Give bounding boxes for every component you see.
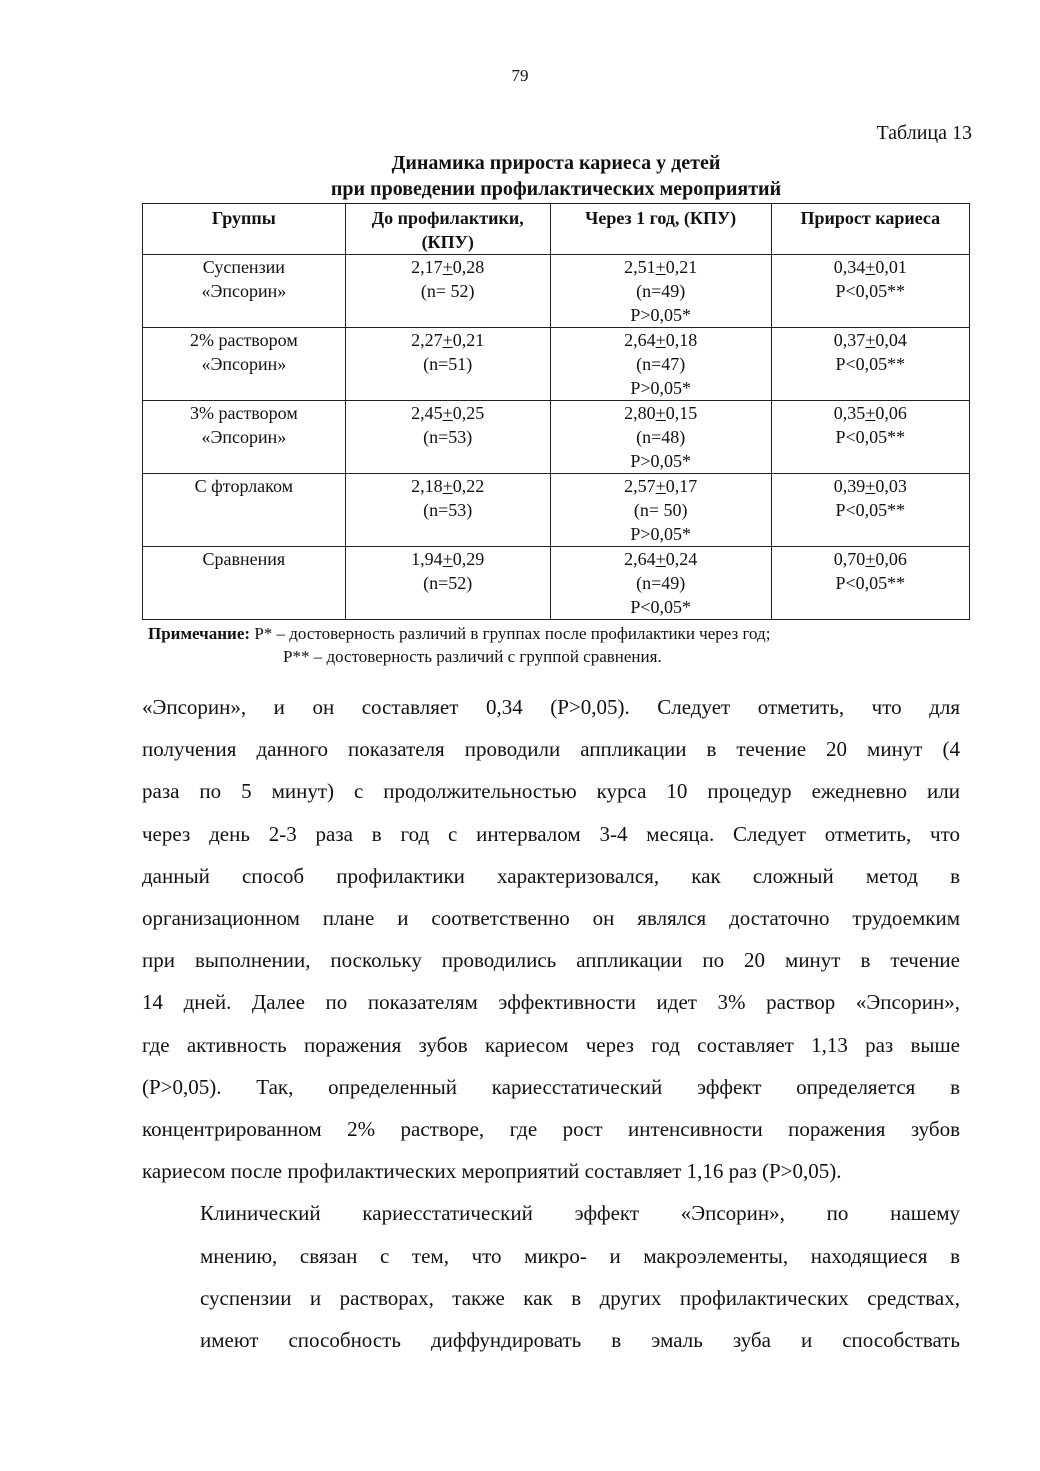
mean-value: 2,57 xyxy=(624,476,656,496)
error-value: 0,29 xyxy=(452,549,485,569)
text-line: (Р>0,05). Так, определенный кариесстатический эффект определяется в xyxy=(142,1074,960,1099)
before-value xyxy=(350,328,546,352)
mean-value: 2,17 xyxy=(411,257,443,277)
before-n: (n= 52) xyxy=(420,281,475,301)
caries-table xyxy=(142,203,970,620)
page-number: 79 xyxy=(511,66,529,85)
after-p: P>0,05* xyxy=(630,524,692,544)
plus-minus-sign: + xyxy=(865,403,876,423)
text-line: где активность поражения зубов кариесом через год составляет 1,13 раз выше xyxy=(142,1032,960,1057)
note-label: Примечание: xyxy=(148,624,251,643)
growth-p: P<0,05** xyxy=(835,354,906,374)
after-value xyxy=(555,401,767,425)
group-name: 2% раствором xyxy=(189,330,298,350)
error-value: 0,01 xyxy=(875,257,907,277)
note-line-2: P** – достоверность различий с группой сравнения. xyxy=(283,647,662,666)
mean-value: 2,64 xyxy=(624,549,656,569)
table-row xyxy=(143,255,970,328)
mean-value: 2,18 xyxy=(411,476,443,496)
cell-growth xyxy=(771,401,969,474)
header-after: Через 1 год, (КПУ) xyxy=(550,204,771,255)
error-value: 0,15 xyxy=(665,403,698,423)
cell-before xyxy=(345,474,550,547)
mean-value: 2,27 xyxy=(411,330,443,350)
cell-after xyxy=(550,547,771,620)
plus-minus-sign: + xyxy=(442,330,453,350)
after-n: (n=49) xyxy=(636,281,686,301)
after-n: (n=48) xyxy=(636,427,686,447)
cell-group xyxy=(143,328,346,401)
table-row xyxy=(143,474,970,547)
before-n: (n=53) xyxy=(423,500,473,520)
cell-group xyxy=(143,547,346,620)
cell-before xyxy=(345,255,550,328)
growth-p: P<0,05** xyxy=(835,427,906,447)
cell-group xyxy=(143,474,346,547)
error-value: 0,21 xyxy=(665,257,698,277)
table-title xyxy=(142,150,970,202)
before-n: (n=51) xyxy=(423,354,473,374)
text-line: при выполнении, поскольку проводились аппликации по 20 минут в течение xyxy=(142,948,960,973)
after-p: P<0,05* xyxy=(630,597,692,617)
mean-value: 1,94 xyxy=(411,549,443,569)
table-row xyxy=(143,328,970,401)
plus-minus-sign: + xyxy=(655,257,666,277)
growth-p: P<0,05** xyxy=(835,500,906,520)
before-value xyxy=(350,474,546,498)
text-line: через день 2-3 раза в год с интервалом 3-4 месяца. Следует отметить, что xyxy=(142,821,960,846)
paragraph-2 xyxy=(142,1192,960,1361)
plus-minus-sign: + xyxy=(655,403,666,423)
group-name: С фторлаком xyxy=(194,476,294,496)
group-name: 3% раствором xyxy=(189,403,298,423)
text-line: имеют способность диффундировать в эмаль зуба и способствать xyxy=(200,1328,960,1353)
after-value xyxy=(555,328,767,352)
after-n: (n= 50) xyxy=(633,500,688,520)
mean-value: 2,45 xyxy=(411,403,443,423)
mean-value: 2,64 xyxy=(624,330,656,350)
plus-minus-sign: + xyxy=(442,403,453,423)
after-p: P>0,05* xyxy=(630,305,692,325)
group-name: Сравнения xyxy=(202,549,286,569)
mean-value: 2,51 xyxy=(624,257,656,277)
after-p: P>0,05* xyxy=(630,378,692,398)
text-line: 14 дней. Далее по показателям эффективности идет 3% раствор «Эпсорин», xyxy=(142,990,960,1015)
before-value xyxy=(350,401,546,425)
after-p: P>0,05* xyxy=(630,451,692,471)
text-line: Клинический кариесстатический эффект «Эпсорин», по нашему xyxy=(200,1201,960,1226)
error-value: 0,22 xyxy=(452,476,485,496)
text-line: получения данного показателя проводили аппликации в течение 20 минут (4 xyxy=(142,737,960,762)
table-header-row xyxy=(143,204,970,255)
error-value: 0,18 xyxy=(665,330,698,350)
group-name-sub: «Эпсорин» xyxy=(201,427,287,447)
group-name-sub: «Эпсорин» xyxy=(201,354,287,374)
growth-value xyxy=(776,328,965,352)
growth-value xyxy=(776,474,965,498)
mean-value: 0,70 xyxy=(833,549,866,569)
error-value: 0,24 xyxy=(665,549,698,569)
after-value xyxy=(555,255,767,279)
table-note xyxy=(148,622,968,668)
cell-after xyxy=(550,255,771,328)
before-n: (n=52) xyxy=(423,573,473,593)
cell-growth xyxy=(771,474,969,547)
error-value: 0,21 xyxy=(452,330,485,350)
error-value: 0,25 xyxy=(452,403,485,423)
header-before: До профилактики, (КПУ) xyxy=(345,204,550,255)
error-value: 0,06 xyxy=(875,403,907,423)
plus-minus-sign: + xyxy=(865,476,876,496)
after-value xyxy=(555,547,767,571)
cell-after xyxy=(550,474,771,547)
cell-group xyxy=(143,401,346,474)
text-line: «Эпсорин», и он составляет 0,34 (Р>0,05). Следует отметить, что для xyxy=(142,695,960,719)
growth-value xyxy=(776,401,965,425)
cell-growth xyxy=(771,547,969,620)
body-text xyxy=(142,686,960,1361)
cell-growth xyxy=(771,255,969,328)
mean-value: 2,80 xyxy=(624,403,656,423)
group-name: Суспензии xyxy=(202,257,285,277)
plus-minus-sign: + xyxy=(865,549,876,569)
header-groups: Группы xyxy=(143,204,346,255)
after-n: (n=49) xyxy=(636,573,686,593)
mean-value: 0,34 xyxy=(833,257,866,277)
error-value: 0,17 xyxy=(665,476,698,496)
text-line: данный способ профилактики характеризовался, как сложный метод в xyxy=(142,863,960,888)
paragraph-1 xyxy=(142,686,960,1192)
plus-minus-sign: + xyxy=(655,476,666,496)
before-value xyxy=(350,255,546,279)
text-line: мнению, связан с тем, что микро- и макроэлементы, находящиеся в xyxy=(200,1243,960,1268)
plus-minus-sign: + xyxy=(655,549,666,569)
growth-value xyxy=(776,255,965,279)
text-line: суспензии и растворах, также как в других профилактических средствах, xyxy=(200,1285,960,1310)
text-line: концентрированном 2% растворе, где рост интенсивности поражения зубов xyxy=(142,1117,960,1142)
growth-p: P<0,05** xyxy=(835,281,906,301)
mean-value: 0,35 xyxy=(833,403,866,423)
text-line: кариесом после профилактических мероприятий составляет 1,16 раз (Р>0,05). xyxy=(142,1159,842,1184)
cell-group xyxy=(143,255,346,328)
mean-value: 0,39 xyxy=(833,476,866,496)
plus-minus-sign: + xyxy=(442,476,453,496)
plus-minus-sign: + xyxy=(865,330,876,350)
table-row xyxy=(143,401,970,474)
cell-after xyxy=(550,401,771,474)
text-line: организационном плане и соответственно он являлся достаточно трудоемким xyxy=(142,906,960,931)
table-title-line: при проведении профилактических мероприятий xyxy=(330,178,782,200)
cell-before xyxy=(345,547,550,620)
table-row xyxy=(143,547,970,620)
before-value xyxy=(350,547,546,571)
group-name-sub: «Эпсорин» xyxy=(201,281,287,301)
plus-minus-sign: + xyxy=(655,330,666,350)
error-value: 0,03 xyxy=(875,476,907,496)
growth-value xyxy=(776,547,965,571)
error-value: 0,06 xyxy=(875,549,907,569)
table-label: Таблица 13 xyxy=(876,122,972,144)
mean-value: 0,37 xyxy=(833,330,866,350)
plus-minus-sign: + xyxy=(442,257,453,277)
plus-minus-sign: + xyxy=(865,257,876,277)
after-n: (n=47) xyxy=(636,354,686,374)
cell-before xyxy=(345,328,550,401)
note-line-1: P* – достоверность различий в группах после профилактики через год; xyxy=(254,624,771,643)
header-growth: Прирост кариеса xyxy=(771,204,969,255)
text-line: раза по 5 минут) с продолжительностью курса 10 процедур ежедневно или xyxy=(142,779,960,804)
cell-growth xyxy=(771,328,969,401)
table-title-line: Динамика прироста кариеса у детей xyxy=(391,152,721,174)
before-n: (n=53) xyxy=(423,427,473,447)
error-value: 0,04 xyxy=(875,330,907,350)
cell-before xyxy=(345,401,550,474)
table-body xyxy=(143,255,970,620)
cell-after xyxy=(550,328,771,401)
after-value xyxy=(555,474,767,498)
error-value: 0,28 xyxy=(452,257,485,277)
growth-p: P<0,05** xyxy=(835,573,906,593)
plus-minus-sign: + xyxy=(442,549,453,569)
